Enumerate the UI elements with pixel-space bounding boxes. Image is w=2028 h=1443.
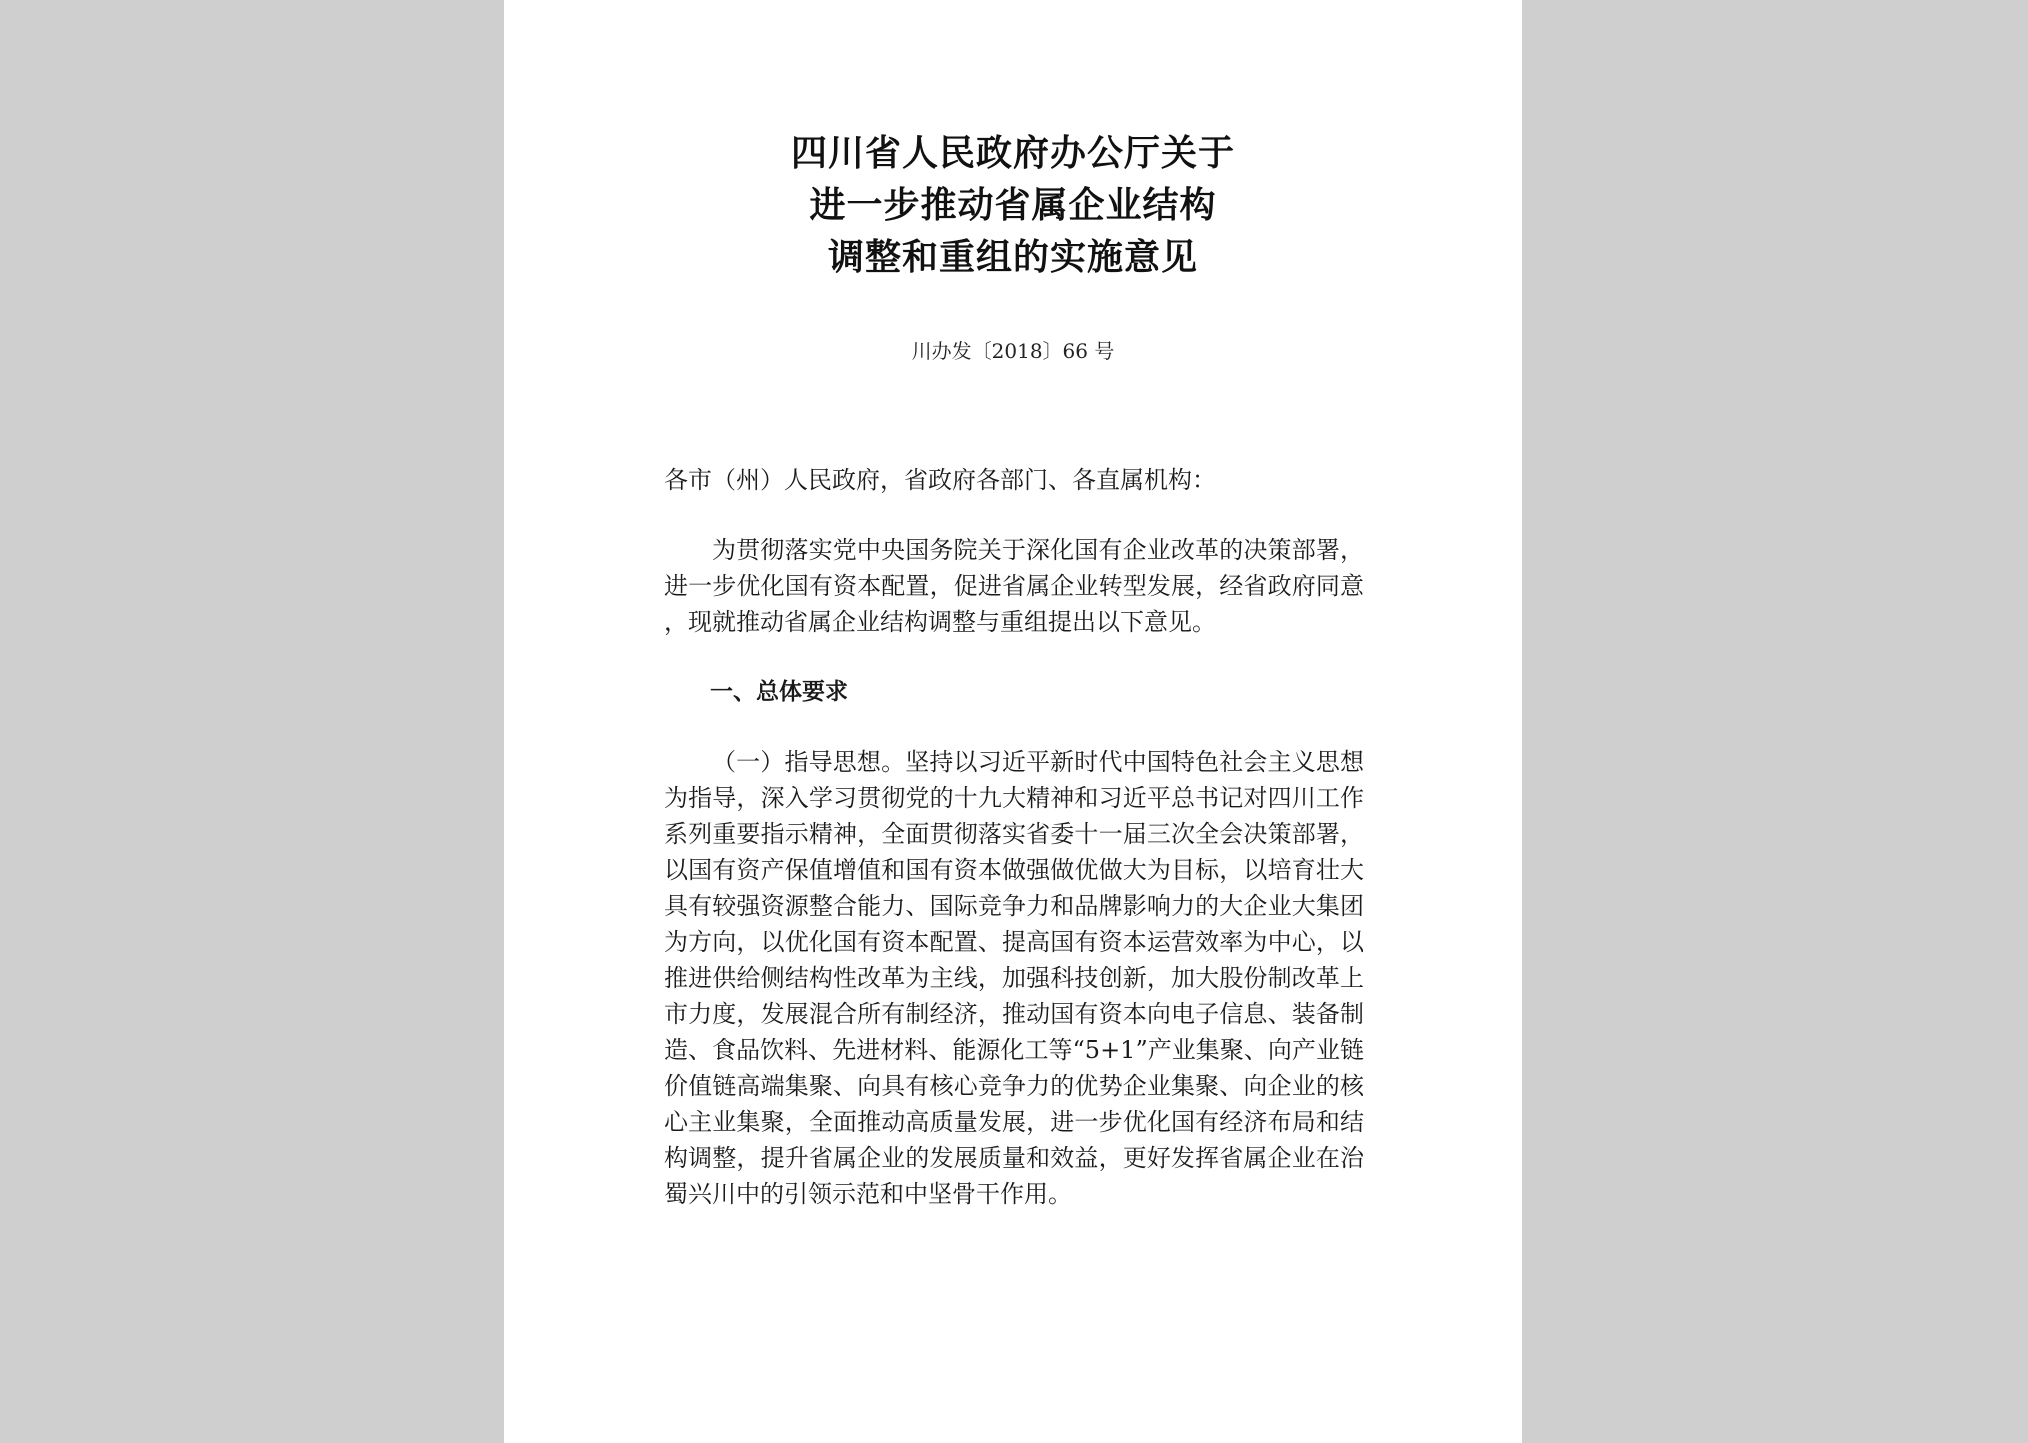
document-body <box>664 462 1364 1246</box>
document-page <box>504 0 1522 1443</box>
title-line-2: 进一步推动省属企业结构 <box>809 185 1217 226</box>
intro-paragraph: 为贯彻落实党中央国务院关于深化国有企业改革的决策部署，进一步优化国有资本配置，促进省属企业转型发展，经省政府同意，现就推动省属企业结构调整与重组提出以下意见。 <box>664 536 1364 636</box>
guiding-ideology-paragraph: （一）指导思想。坚持以习近平新时代中国特色社会主义思想为指导，深入学习贯彻党的十九大精神和习近平总书记对四川工作系列重要指示精神，全面贯彻落实省委十一届三次全会决策部署，以国有资产保值增值和国有资本做强做优做大为目标，以培育壮大具有较强资源整合能力、国际竞争力和品牌影响力的大企业大集团为方向，以优化国有资本配置、提高国有资本运营效率为中心，以推进供给侧结构性改革为主线，加强科技创新，加大股份制改革上市力度，发展混合所有制经济，推动国有资本向电子信息、装备制造、食品饮料、先进材料、能源化工等“5+1”产业集聚、向产业链价值链高端集聚、向具有核心竞争力的优势企业集聚、向企业的核心主业集聚，全面推动高质量发展，进一步优化国有经济布局和结构调整，提升省属企业的发展质量和效益，更好发挥省属企业在治蜀兴川中的引领示范和中坚骨干作用。 <box>664 748 1364 1208</box>
document-number: 川办发〔2018〕66 号 <box>911 339 1115 363</box>
title-line-3: 调整和重组的实施意见 <box>827 237 1198 278</box>
section-heading: 一、总体要求 <box>710 679 848 705</box>
addressee-line: 各市（州）人民政府，省政府各部门、各直属机构： <box>664 466 1216 494</box>
document-title <box>504 128 1522 284</box>
title-line-1: 四川省人民政府办公厅关于 <box>790 133 1235 174</box>
